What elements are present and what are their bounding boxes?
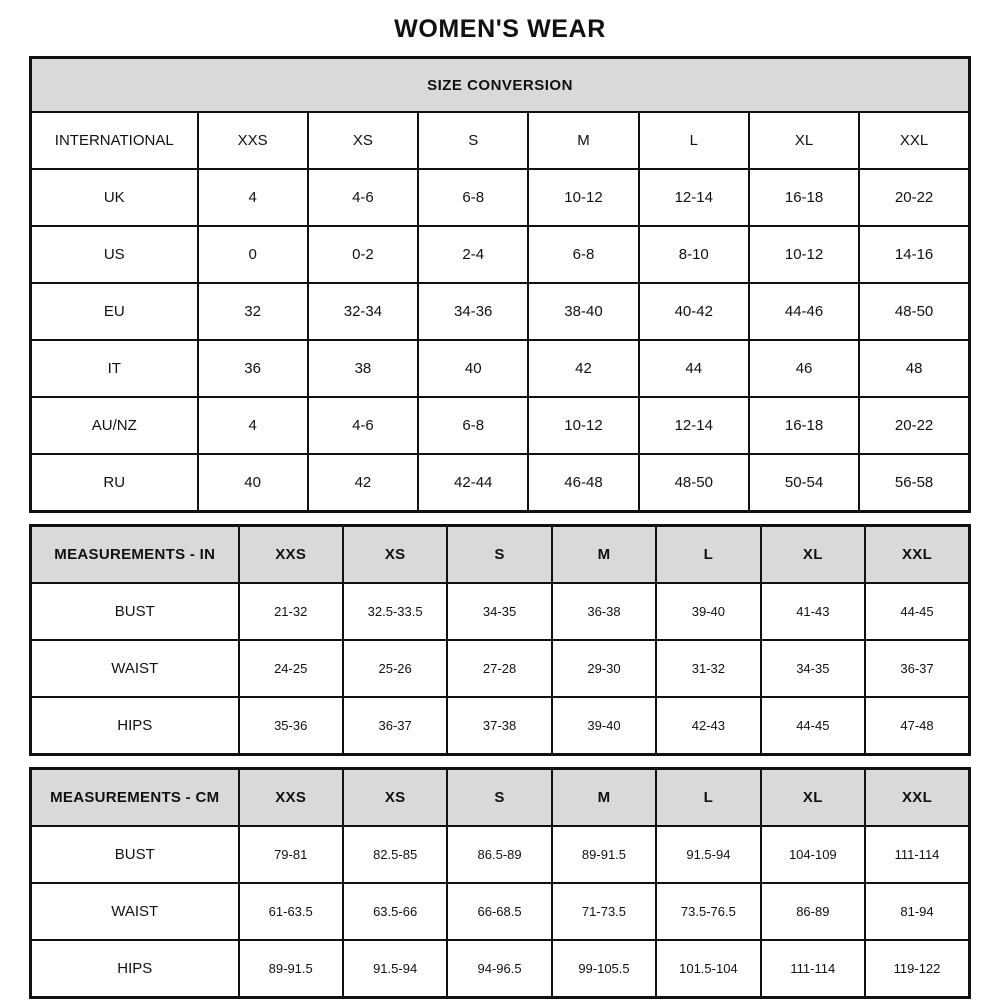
measurement-value: 39-40 (656, 583, 760, 640)
measurement-value: 66-68.5 (447, 883, 551, 940)
measurement-value: 89-91.5 (552, 826, 656, 883)
size-conversion-header-cell: XL (749, 112, 859, 169)
measurement-value: 37-38 (447, 697, 551, 755)
measurements-in-header-row (31, 526, 970, 584)
measurement-value: 25-26 (343, 640, 447, 697)
size-value: 12-14 (639, 169, 749, 226)
measurements-size-header-cell: XXS (239, 526, 343, 584)
measurement-value: 44-45 (865, 583, 969, 640)
size-value: 32 (198, 283, 308, 340)
measurement-value: 41-43 (761, 583, 865, 640)
measurement-value: 82.5-85 (343, 826, 447, 883)
size-value: 38-40 (528, 283, 638, 340)
measurement-label: HIPS (31, 940, 239, 998)
size-value: 6-8 (418, 397, 528, 454)
size-value: 42 (528, 340, 638, 397)
measurement-value: 94-96.5 (447, 940, 551, 998)
measurement-row (31, 940, 970, 998)
size-conversion-row (31, 226, 970, 283)
size-value: 8-10 (639, 226, 749, 283)
size-value: 48-50 (859, 283, 969, 340)
size-value: 46 (749, 340, 859, 397)
measurements-size-header-cell: XL (761, 526, 865, 584)
measurement-value: 34-35 (447, 583, 551, 640)
size-conversion-row (31, 340, 970, 397)
measurement-value: 111-114 (865, 826, 969, 883)
size-value: 32-34 (308, 283, 418, 340)
measurement-value: 21-32 (239, 583, 343, 640)
measurement-value: 35-36 (239, 697, 343, 755)
size-value: 20-22 (859, 397, 969, 454)
measurements-size-header-cell: XS (343, 769, 447, 827)
size-conversion-header-cell: XXL (859, 112, 969, 169)
measurement-row (31, 697, 970, 755)
size-conversion-header-cell: XXS (198, 112, 308, 169)
measurements-in-table (29, 524, 971, 756)
measurement-label: WAIST (31, 883, 239, 940)
measurement-label: HIPS (31, 697, 239, 755)
measurement-value: 111-114 (761, 940, 865, 998)
size-value: 40 (418, 340, 528, 397)
size-conversion-header-cell: INTERNATIONAL (31, 112, 198, 169)
measurement-value: 47-48 (865, 697, 969, 755)
measurement-value: 29-30 (552, 640, 656, 697)
measurement-value: 86-89 (761, 883, 865, 940)
size-value: 0-2 (308, 226, 418, 283)
region-label: US (31, 226, 198, 283)
size-conversion-header-cell: L (639, 112, 749, 169)
measurement-value: 104-109 (761, 826, 865, 883)
size-value: 14-16 (859, 226, 969, 283)
measurement-value: 71-73.5 (552, 883, 656, 940)
measurements-size-header-cell: XXS (239, 769, 343, 827)
region-label: UK (31, 169, 198, 226)
size-conversion-header-cell: S (418, 112, 528, 169)
measurements-size-header-cell: L (656, 769, 760, 827)
size-value: 38 (308, 340, 418, 397)
size-conversion-row (31, 454, 970, 512)
measurement-value: 91.5-94 (343, 940, 447, 998)
measurement-value: 36-38 (552, 583, 656, 640)
size-value: 4-6 (308, 169, 418, 226)
measurement-value: 101.5-104 (656, 940, 760, 998)
size-conversion-row (31, 283, 970, 340)
size-value: 10-12 (749, 226, 859, 283)
size-value: 4-6 (308, 397, 418, 454)
measurement-label: BUST (31, 826, 239, 883)
measurement-value: 99-105.5 (552, 940, 656, 998)
measurement-label: WAIST (31, 640, 239, 697)
measurement-value: 61-63.5 (239, 883, 343, 940)
size-value: 0 (198, 226, 308, 283)
measurement-value: 24-25 (239, 640, 343, 697)
size-conversion-body (31, 58, 970, 512)
measurement-value: 39-40 (552, 697, 656, 755)
measurements-size-header-cell: XXL (865, 526, 969, 584)
measurements-size-header-cell: M (552, 526, 656, 584)
measurement-row (31, 640, 970, 697)
size-value: 2-4 (418, 226, 528, 283)
size-value: 48-50 (639, 454, 749, 512)
size-value: 48 (859, 340, 969, 397)
page-title: WOMEN'S WEAR (394, 15, 606, 43)
size-conversion-row (31, 397, 970, 454)
measurement-value: 91.5-94 (656, 826, 760, 883)
measurements-cm-body (31, 769, 970, 998)
size-conversion-header-cell: XS (308, 112, 418, 169)
measurement-row (31, 883, 970, 940)
measurement-value: 63.5-66 (343, 883, 447, 940)
size-value: 10-12 (528, 397, 638, 454)
size-conversion-header-cell: M (528, 112, 638, 169)
size-conversion-table (29, 56, 971, 513)
size-value: 20-22 (859, 169, 969, 226)
size-value: 44-46 (749, 283, 859, 340)
size-value: 42 (308, 454, 418, 512)
size-value: 46-48 (528, 454, 638, 512)
region-label: AU/NZ (31, 397, 198, 454)
size-value: 16-18 (749, 397, 859, 454)
measurements-size-header-cell: XS (343, 526, 447, 584)
size-value: 50-54 (749, 454, 859, 512)
measurement-value: 27-28 (447, 640, 551, 697)
measurements-size-header-cell: S (447, 526, 551, 584)
size-value: 10-12 (528, 169, 638, 226)
size-conversion-header-row (31, 112, 970, 169)
measurements-in-body (31, 526, 970, 755)
size-value: 40 (198, 454, 308, 512)
measurements-size-header-cell: M (552, 769, 656, 827)
size-conversion-row (31, 169, 970, 226)
size-value: 16-18 (749, 169, 859, 226)
size-value: 42-44 (418, 454, 528, 512)
measurement-value: 119-122 (865, 940, 969, 998)
measurements-size-header-cell: XXL (865, 769, 969, 827)
measurement-value: 36-37 (343, 697, 447, 755)
measurement-value: 89-91.5 (239, 940, 343, 998)
measurement-value: 81-94 (865, 883, 969, 940)
size-value: 36 (198, 340, 308, 397)
size-value: 4 (198, 169, 308, 226)
size-value: 34-36 (418, 283, 528, 340)
region-label: EU (31, 283, 198, 340)
region-label: IT (31, 340, 198, 397)
region-label: RU (31, 454, 198, 512)
measurement-value: 86.5-89 (447, 826, 551, 883)
measurement-value: 42-43 (656, 697, 760, 755)
measurements-cm-header-row (31, 769, 970, 827)
size-value: 40-42 (639, 283, 749, 340)
measurement-value: 44-45 (761, 697, 865, 755)
measurements-size-header-cell: XL (761, 769, 865, 827)
size-value: 4 (198, 397, 308, 454)
measurement-value: 36-37 (865, 640, 969, 697)
size-value: 44 (639, 340, 749, 397)
size-chart-page (29, 0, 971, 999)
measurements-header-label: MEASUREMENTS - IN (31, 526, 239, 584)
measurements-size-header-cell: S (447, 769, 551, 827)
size-value: 12-14 (639, 397, 749, 454)
size-value: 56-58 (859, 454, 969, 512)
measurement-label: BUST (31, 583, 239, 640)
size-value: 6-8 (418, 169, 528, 226)
measurements-cm-table (29, 767, 971, 999)
size-conversion-banner-row (31, 58, 970, 113)
size-conversion-banner: SIZE CONVERSION (31, 58, 970, 113)
measurement-value: 32.5-33.5 (343, 583, 447, 640)
measurement-row (31, 583, 970, 640)
measurements-header-label: MEASUREMENTS - CM (31, 769, 239, 827)
measurement-value: 31-32 (656, 640, 760, 697)
measurement-row (31, 826, 970, 883)
measurement-value: 79-81 (239, 826, 343, 883)
measurements-size-header-cell: L (656, 526, 760, 584)
size-value: 6-8 (528, 226, 638, 283)
measurement-value: 34-35 (761, 640, 865, 697)
measurement-value: 73.5-76.5 (656, 883, 760, 940)
